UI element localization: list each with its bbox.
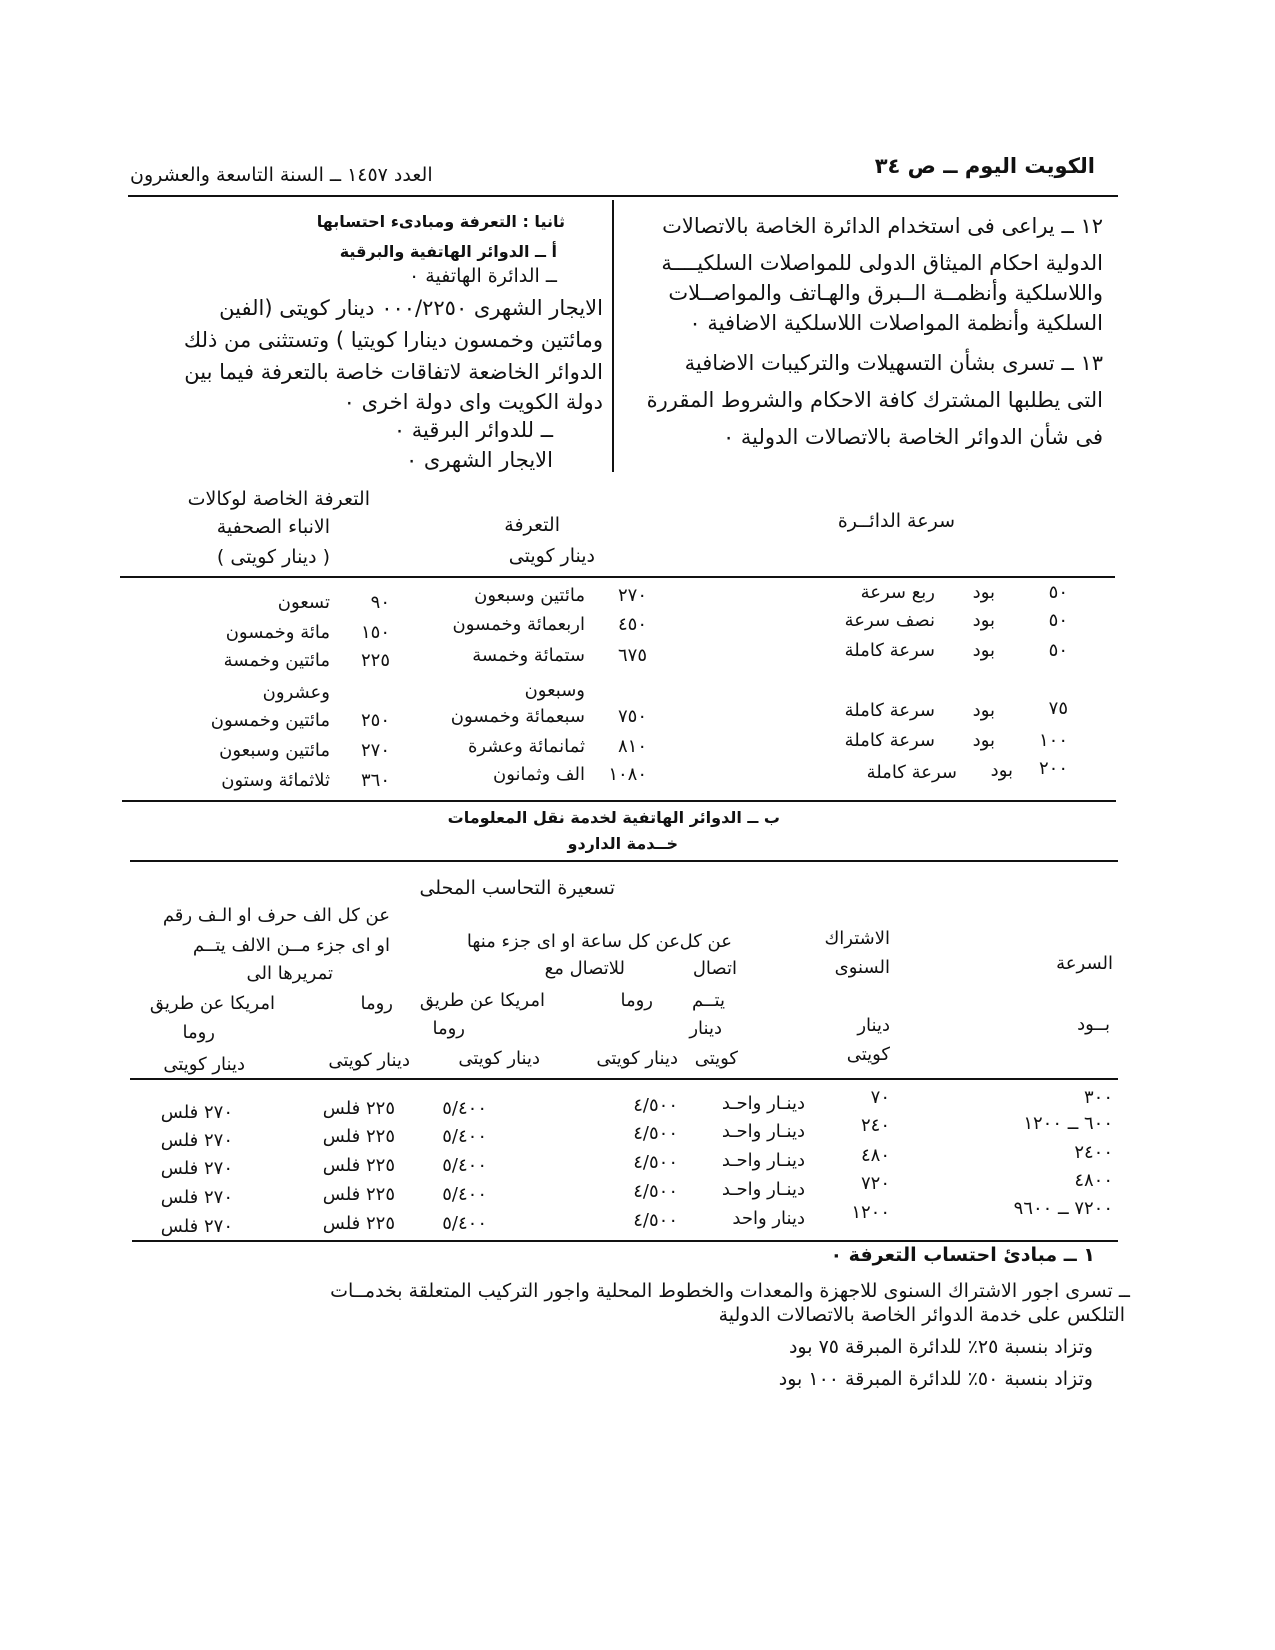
section-b-subtitle: خــدمة الداردو [567, 834, 678, 853]
america-char-value: ٢٧٠ فلس [160, 1130, 233, 1151]
america-char-value: ٢٧٠ فلس [160, 1158, 233, 1179]
roma-hour-value: ٤/٥٠٠ [633, 1210, 678, 1231]
america-hour-value: ٥/٤٠٠ [442, 1213, 487, 1234]
america-hour-value: ٥/٤٠٠ [442, 1126, 487, 1147]
america-char-value: ٢٧٠ فلس [160, 1216, 233, 1237]
roma-char-value: ٢٢٥ فلس [322, 1184, 395, 1205]
connection-value: دينـار واحـد [721, 1179, 805, 1200]
speed-desc: سرعة كاملة [844, 730, 935, 751]
speed-unit: بود [972, 610, 995, 631]
subscription-value: ٧٢٠ [860, 1173, 890, 1194]
col-header-subscription-4: كويتى [846, 1044, 890, 1065]
tariff-value: ٨١٠ [617, 736, 647, 757]
header-issue: العدد ١٤٥٧ ــ السنة التاسعة والعشرون [130, 164, 433, 186]
left-line: ومائتين وخمسون دينارا كويتيا ) وتستثنى من ذلك [183, 328, 603, 352]
speed-desc: سرعة كاملة [844, 700, 935, 721]
speed-value: ٦٠٠ ــ ١٢٠٠ [1023, 1113, 1113, 1134]
col-header-hour-dk1: دينار كويتى [596, 1048, 678, 1069]
col-header-char: عن كل الف حرف او الـف رقم [162, 905, 390, 926]
agency-words: ثلاثمائة وستون [221, 770, 330, 791]
speed-value: ٥٠ [1048, 610, 1068, 631]
left-line: دولة الكويت واى دولة اخرى ٠ [343, 390, 603, 414]
roma-hour-value: ٤/٥٠٠ [633, 1095, 678, 1116]
agency-value: ١٥٠ [360, 622, 390, 643]
col-header-connection: عن كل [679, 931, 732, 952]
agency-value: ٢٢٥ [360, 650, 390, 671]
roma-char-value: ٢٢٥ فلس [322, 1126, 395, 1147]
footer-line: وتزاد بنسبة ٥٠٪ للدائرة المبرقة ١٠٠ بود [778, 1368, 1093, 1390]
col-header-char-roma: روما [360, 993, 393, 1014]
col-header-connection-2: اتصال [692, 958, 737, 979]
section-b-rule [130, 860, 1118, 862]
speed-unit: بود [972, 730, 995, 751]
agency-words: مائتين وخمسة [223, 650, 330, 671]
speed-value: ١٠٠ [1038, 730, 1068, 751]
left-line: الدوائر الخاضعة لاتفاقات خاصة بالتعرفة فيما بين [184, 360, 603, 384]
tariff-words: سبعمائة وخمسون [450, 706, 585, 727]
america-hour-value: ٥/٤٠٠ [442, 1098, 487, 1119]
table-rule [130, 1078, 1118, 1080]
agency-value: ٩٠ [370, 592, 390, 613]
col-header-connection-4: دينار [689, 1018, 722, 1039]
col-header-agency-unit: ( دينار كويتى ) [216, 546, 330, 568]
america-hour-value: ٥/٤٠٠ [442, 1184, 487, 1205]
america-char-value: ٢٧٠ فلس [160, 1187, 233, 1208]
table-rule [120, 576, 1115, 578]
right-line: الدولية احكام الميثاق الدولى للمواصلات السلكيــــة [661, 251, 1103, 275]
speed-unit: بود [972, 700, 995, 721]
left-subheading: أ ــ الدوائر الهاتفية والبرقية [339, 242, 557, 261]
col-header-hour-amer-roma: روما [432, 1018, 465, 1039]
col-header-hour-dk2: دينار كويتى [458, 1048, 540, 1069]
speed-value: ٣٠٠ [1083, 1087, 1113, 1108]
tariff-value: ٢٧٠ [617, 585, 647, 606]
col-header-tariff: التعرفة [504, 514, 560, 536]
column-divider [612, 200, 614, 472]
footer-line: ــ تسرى اجور الاشتراك السنوى للاجهزة والمعدات والخطوط المحلية واجور التركيب المتعلقة بخدمــات [330, 1280, 1130, 1302]
col-header-subscription: الاشتراك [824, 928, 890, 949]
col-header-subscription-3: دينار [857, 1015, 890, 1036]
col-header-char-dk1: دينار كويتى [328, 1050, 410, 1071]
left-heading: ثانيا : التعرفة ومبادىء احتسابها [316, 212, 565, 231]
col-header-hour-2: للاتصال مع [544, 958, 625, 979]
right-line: السلكية وأنظمة المواصلات اللاسلكية الاضافية ٠ [689, 311, 1103, 335]
header-title: الكويت اليوم ــ ص ٣٤ [874, 154, 1095, 178]
col-header-char-3: تمريرها الى [246, 963, 333, 984]
roma-char-value: ٢٢٥ فلس [322, 1098, 395, 1119]
tariff-words: مائتين وسبعون [474, 585, 585, 606]
col-header-agency: التعرفة الخاصة لوكالات [187, 488, 370, 510]
section-b-title: ب ــ الدوائر الهاتفية لخدمة نقل المعلومات [447, 808, 780, 827]
tariff-words: وسبعون [524, 680, 585, 701]
speed-unit: بود [990, 760, 1013, 781]
tariff-value: ٤٥٠ [617, 614, 647, 635]
right-line: فى شأن الدوائر الخاصة بالاتصالات الدولية ٠ [722, 425, 1103, 449]
roma-hour-value: ٤/٥٠٠ [633, 1123, 678, 1144]
agency-words: وعشرون [262, 682, 330, 703]
subscription-value: ٤٨٠ [860, 1145, 890, 1166]
agency-value: ٣٦٠ [360, 770, 390, 791]
tariff-words: اربعمائة وخمسون [452, 614, 585, 635]
right-line: التى يطلبها المشترك كافة الاحكام والشروط المقررة [646, 388, 1103, 412]
agency-words: مائتين وخمسون [210, 710, 330, 731]
speed-value: ٤٨٠٠ [1074, 1170, 1113, 1191]
subscription-value: ١٢٠٠ [851, 1202, 890, 1223]
left-line: ــ الدائرة الهاتفية ٠ [409, 265, 557, 287]
connection-value: دينـار واحـد [721, 1150, 805, 1171]
col-header-hour-amer: امريكا عن طريق [419, 990, 545, 1011]
speed-value: ٢٠٠ [1038, 758, 1068, 779]
agency-words: مائة وخمسون [225, 622, 330, 643]
col-header-hour: عن كل ساعة او اى جزء منها [466, 931, 680, 952]
tariff-words: ثمانمائة وعشرة [467, 736, 585, 757]
footer-line: وتزاد بنسبة ٢٥٪ للدائرة المبرقة ٧٥ بود [788, 1336, 1093, 1358]
agency-words: مائتين وسبعون [219, 740, 330, 761]
col-header-tariff-unit: دينار كويتى [508, 545, 595, 567]
tariff-value: ٧٥٠ [617, 706, 647, 727]
table-rule-bottom [122, 800, 1116, 802]
right-line: واللاسلكية وأنظمــة الــبرق والهـاتف والمواصــلات [668, 281, 1103, 305]
subscription-value: ٢٤٠ [860, 1115, 890, 1136]
speed-desc: ربع سرعة [860, 582, 935, 603]
tariff-words: ستمائة وخمسة [472, 645, 585, 666]
right-line: ١٣ ــ تسرى بشأن التسهيلات والتركيبات الاضافية [684, 351, 1103, 375]
tariff-value: ٦٧٥ [617, 645, 647, 666]
speed-desc: نصف سرعة [844, 610, 935, 631]
col-header-char-2: او اى جزء مــن الالف يتــم [192, 935, 390, 956]
col-header-char-amer: امريكا عن طريق [149, 993, 275, 1014]
speed-desc: سرعة كاملة [866, 762, 957, 783]
connection-value: دينار واحد [732, 1208, 805, 1229]
roma-hour-value: ٤/٥٠٠ [633, 1181, 678, 1202]
connection-value: دينـار واحـد [721, 1093, 805, 1114]
left-line: الايجار الشهرى ٠٠٠/٢٢٥٠ دينار كويتى (الفين [219, 296, 603, 320]
speed-value: ٥٠ [1048, 582, 1068, 603]
speed-value: ٧٢٠٠ ــ ٩٦٠٠ [1013, 1198, 1113, 1219]
speed-desc: سرعة كاملة [844, 640, 935, 661]
right-line: ١٢ ــ يراعى فى استخدام الدائرة الخاصة بالاتصالات [662, 214, 1103, 238]
col-header-subscription-2: السنوى [834, 957, 890, 978]
roma-char-value: ٢٢٥ فلس [322, 1213, 395, 1234]
subscription-value: ٧٠ [870, 1087, 890, 1108]
speed-value: ٥٠ [1048, 640, 1068, 661]
col-header-char-amer-roma: روما [182, 1022, 215, 1043]
table-caption: تسعيرة التحاسب المحلى [419, 877, 615, 899]
speed-value: ٢٤٠٠ [1074, 1142, 1113, 1163]
footer-line: التلكس على خدمة الدوائر الخاصة بالاتصالات الدولية [718, 1304, 1125, 1326]
col-header-speed: السرعة [1056, 953, 1113, 974]
tariff-value: ١٠٨٠ [608, 764, 647, 785]
col-header-speed: سرعة الدائــرة [837, 510, 955, 532]
col-header-hour-roma: روما [620, 990, 653, 1011]
footer-heading: ١ ــ مبادئ احتساب التعرفة ٠ [830, 1244, 1095, 1266]
agency-value: ٢٧٠ [360, 740, 390, 761]
col-header-char-dk2: دينار كويتى [163, 1054, 245, 1075]
speed-unit: بود [972, 582, 995, 603]
col-header-connection-3: يتــم [692, 990, 725, 1011]
roma-char-value: ٢٢٥ فلس [322, 1155, 395, 1176]
agency-words: تسعون [277, 592, 330, 613]
agency-value: ٢٥٠ [360, 710, 390, 731]
roma-hour-value: ٤/٥٠٠ [633, 1152, 678, 1173]
left-line: الايجار الشهرى ٠ [405, 448, 553, 472]
america-hour-value: ٥/٤٠٠ [442, 1155, 487, 1176]
col-header-agency-2: الانباء الصحفية [216, 516, 330, 538]
col-header-connection-5: كويتى [694, 1048, 738, 1069]
speed-unit: بود [972, 640, 995, 661]
left-line: ــ للدوائر البرقية ٠ [393, 418, 553, 442]
header-rule [128, 195, 1118, 197]
speed-value: ٧٥ [1048, 698, 1068, 719]
connection-value: دينـار واحـد [721, 1121, 805, 1142]
tariff-words: الف وثمانون [493, 764, 585, 785]
table-rule-bottom [132, 1240, 1118, 1242]
america-char-value: ٢٧٠ فلس [160, 1102, 233, 1123]
col-header-speed-unit: بــود [1077, 1014, 1110, 1035]
